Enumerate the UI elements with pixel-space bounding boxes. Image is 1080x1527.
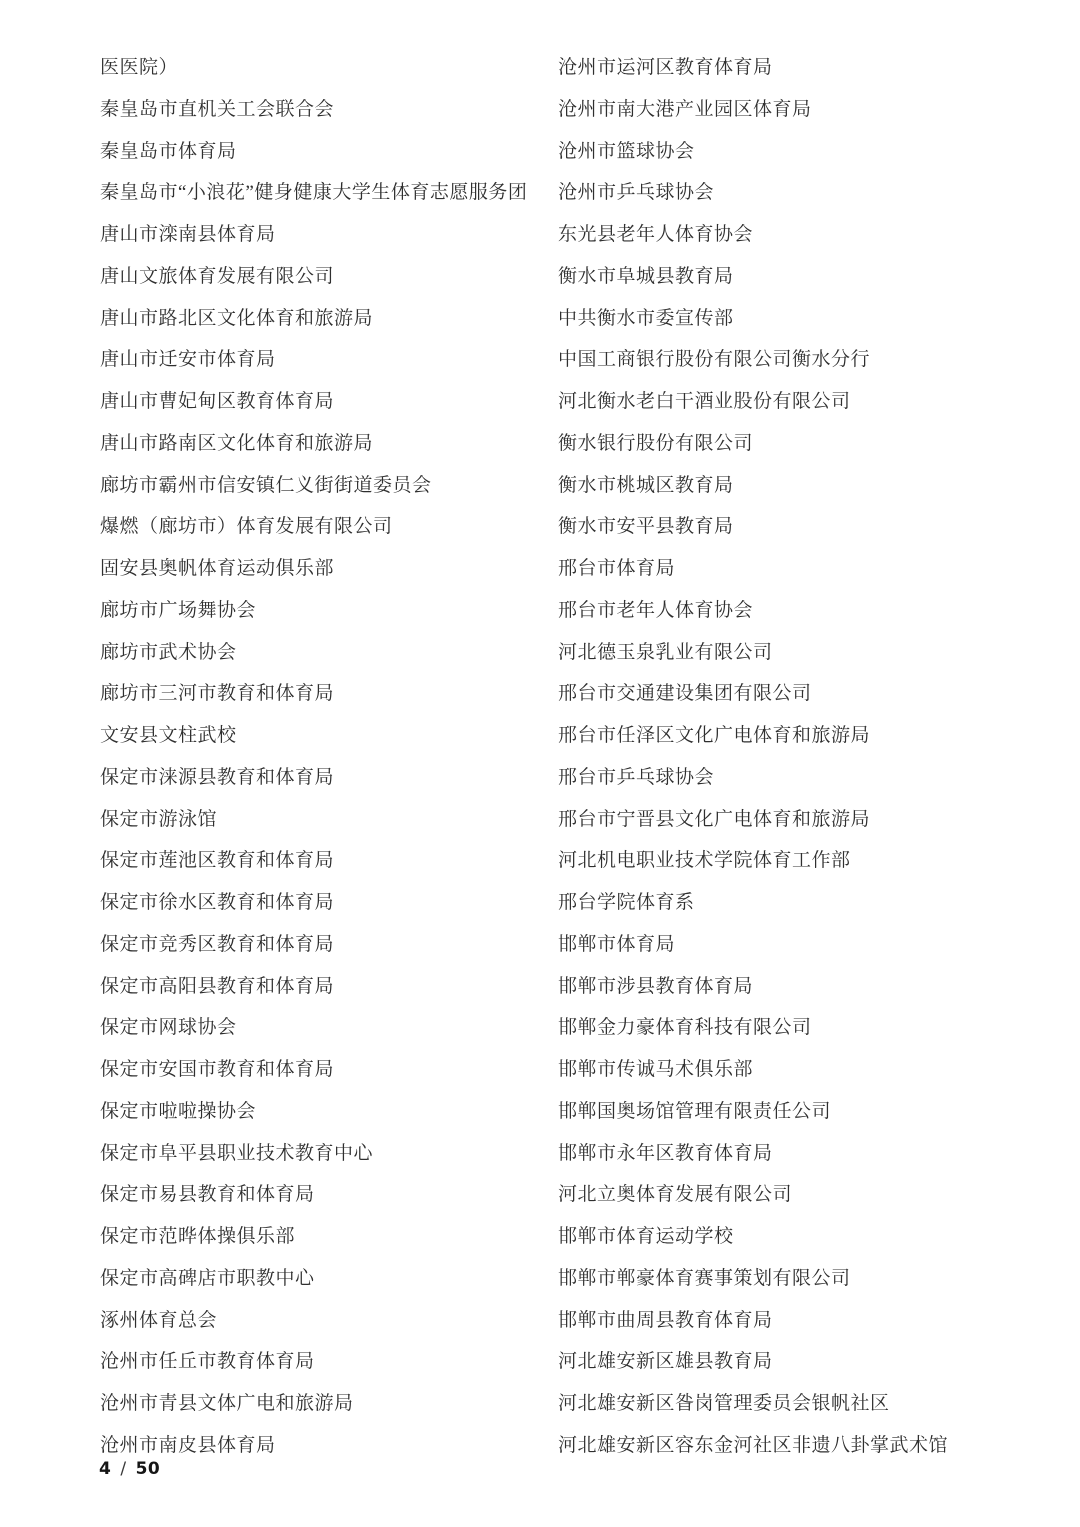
list-item: [558, 515, 1038, 557]
organization-name: 保定市游泳馆: [100, 808, 218, 830]
list-item: [558, 181, 1038, 223]
list-item: [100, 98, 558, 140]
list-item: [100, 599, 558, 641]
list-item: [100, 1100, 558, 1142]
list-item: [558, 265, 1038, 307]
organization-name: 唐山市迁安市体育局: [100, 349, 276, 371]
org-list-column-left: [100, 56, 558, 1476]
organization-name: 河北机电职业技术学院体育工作部: [558, 850, 851, 872]
organization-name: 邢台学院体育系: [558, 892, 695, 913]
organization-name: 秦皇岛市体育局: [100, 140, 237, 162]
organization-name: 沧州市青县文体广电和旅游局: [100, 1393, 354, 1414]
page-indicator: [99, 1459, 160, 1479]
list-item: [558, 140, 1038, 182]
organization-name: 河北衡水老白干酒业股份有限公司: [558, 391, 851, 412]
list-item: [558, 1267, 1038, 1309]
list-item: [100, 140, 558, 182]
organization-name: 沧州市南皮县体育局: [100, 1434, 276, 1456]
organization-name: 邯郸市永年区教育体育局: [558, 1142, 773, 1164]
organization-name: 保定市高阳县教育和体育局: [100, 975, 335, 997]
organization-name: 廊坊市三河市教育和体育局: [100, 683, 335, 705]
list-item: [100, 474, 558, 516]
list-item: [100, 849, 558, 891]
list-item: [558, 1183, 1038, 1225]
list-item: [558, 599, 1038, 641]
organization-name: 河北雄安新区雄县教育局: [558, 1351, 773, 1373]
organization-name: 沧州市任丘市教育体育局: [100, 1351, 315, 1373]
list-item: [558, 682, 1038, 724]
list-item: [100, 682, 558, 724]
list-item: [100, 348, 558, 390]
list-item: [558, 1142, 1038, 1184]
organization-name: 保定市网球协会: [100, 1017, 237, 1039]
list-item: [558, 474, 1038, 516]
list-item: [100, 1350, 558, 1392]
organization-name: 衡水市桃城区教育局: [558, 474, 734, 496]
list-item: [100, 56, 558, 98]
organization-name: 邯郸市郸豪体育赛事策划有限公司: [558, 1267, 851, 1289]
organization-name: 保定市易县教育和体育局: [100, 1184, 315, 1206]
organization-name: 廊坊市武术协会: [100, 641, 237, 663]
organization-list: [100, 56, 1038, 1476]
organization-name: 河北德玉泉乳业有限公司: [558, 641, 773, 663]
list-item: [558, 307, 1038, 349]
organization-name: 邯郸金力豪体育科技有限公司: [558, 1017, 812, 1039]
list-item: [100, 975, 558, 1017]
organization-name: 邢台市宁晋县文化广电体育和旅游局: [558, 808, 871, 830]
total-page-count: 50: [135, 1459, 161, 1479]
organization-name: 邢台市任泽区文化广电体育和旅游局: [558, 725, 871, 746]
organization-name: 文安县文柱武校: [100, 725, 237, 746]
organization-name: 邢台市老年人体育协会: [558, 599, 754, 621]
list-item: [558, 1225, 1038, 1267]
organization-name: 唐山文旅体育发展有限公司: [100, 265, 335, 287]
organization-name: 邯郸市涉县教育体育局: [558, 975, 754, 997]
list-item: [100, 891, 558, 933]
list-item: [558, 766, 1038, 808]
list-item: [558, 975, 1038, 1017]
organization-name: 东光县老年人体育协会: [558, 224, 754, 245]
organization-name: 保定市阜平县职业技术教育中心: [100, 1142, 374, 1164]
org-list-column-right: [558, 56, 1038, 1476]
list-item: [558, 1058, 1038, 1100]
list-item: [558, 1434, 1038, 1476]
list-item: [100, 515, 558, 557]
list-item: [558, 56, 1038, 98]
organization-name: 邯郸市体育运动学校: [558, 1226, 734, 1247]
organization-name: 保定市范晔体操俱乐部: [100, 1226, 296, 1247]
organization-name: 固安县奥帆体育运动俱乐部: [100, 558, 335, 579]
list-item: [558, 1100, 1038, 1142]
organization-name: 保定市涞源县教育和体育局: [100, 766, 335, 788]
list-item: [100, 1309, 558, 1351]
organization-name: 邢台市交通建设集团有限公司: [558, 683, 812, 705]
organization-name: 唐山市曹妃甸区教育体育局: [100, 391, 335, 412]
list-item: [100, 265, 558, 307]
organization-name: 医医院）: [100, 57, 179, 78]
organization-name: 邢台市体育局: [558, 558, 676, 579]
list-item: [100, 1392, 558, 1434]
organization-name: 中共衡水市委宣传部: [558, 307, 734, 329]
list-item: [558, 348, 1038, 390]
list-item: [100, 557, 558, 599]
list-item: [558, 223, 1038, 265]
organization-name: 廊坊市霸州市信安镇仁义街街道委员会: [100, 474, 432, 496]
organization-name: 邢台市乒乓球协会: [558, 766, 715, 788]
organization-name: 保定市莲池区教育和体育局: [100, 850, 335, 872]
organization-name: 保定市高碑店市职教中心: [100, 1267, 315, 1289]
organization-name: 邯郸市传诚马术俱乐部: [558, 1059, 754, 1080]
organization-name: 邯郸市体育局: [558, 933, 676, 955]
list-item: [100, 641, 558, 683]
list-item: [558, 390, 1038, 432]
organization-name: 河北雄安新区容东金河社区非遗八卦掌武术馆: [558, 1434, 949, 1456]
list-item: [100, 1183, 558, 1225]
organization-name: 中国工商银行股份有限公司衡水分行: [558, 349, 871, 371]
list-item: [558, 557, 1038, 599]
organization-name: 沧州市南大港产业园区体育局: [558, 98, 812, 120]
organization-name: 河北雄安新区昝岗管理委员会银帆社区: [558, 1393, 890, 1414]
organization-name: 涿州体育总会: [100, 1309, 218, 1331]
list-item: [558, 1309, 1038, 1351]
list-item: [100, 1267, 558, 1309]
organization-name: 沧州市篮球协会: [558, 140, 695, 162]
organization-name: 沧州市乒乓球协会: [558, 182, 715, 204]
organization-name: 衡水市安平县教育局: [558, 516, 734, 538]
organization-name: 唐山市路北区文化体育和旅游局: [100, 307, 374, 329]
organization-name: 廊坊市广场舞协会: [100, 599, 257, 621]
organization-name: 河北立奥体育发展有限公司: [558, 1184, 793, 1206]
list-item: [100, 223, 558, 265]
list-item: [100, 724, 558, 766]
organization-name: 衡水银行股份有限公司: [558, 432, 754, 454]
list-item: [100, 808, 558, 850]
list-item: [558, 1350, 1038, 1392]
list-item: [558, 933, 1038, 975]
list-item: [100, 390, 558, 432]
list-item: [100, 766, 558, 808]
list-item: [100, 1058, 558, 1100]
list-item: [100, 933, 558, 975]
current-page-number: 4: [99, 1459, 112, 1479]
list-item: [100, 307, 558, 349]
organization-name: 衡水市阜城县教育局: [558, 265, 734, 287]
list-item: [100, 1016, 558, 1058]
organization-name: 保定市徐水区教育和体育局: [100, 892, 335, 913]
organization-name: 沧州市运河区教育体育局: [558, 57, 773, 78]
organization-name: 保定市啦啦操协会: [100, 1100, 257, 1122]
list-item: [558, 724, 1038, 766]
list-item: [558, 98, 1038, 140]
organization-name: 邯郸国奥场馆管理有限责任公司: [558, 1100, 832, 1122]
organization-name: 唐山市滦南县体育局: [100, 224, 276, 245]
organization-name: 保定市安国市教育和体育局: [100, 1059, 335, 1080]
list-item: [100, 1142, 558, 1184]
organization-name: 邯郸市曲周县教育体育局: [558, 1309, 773, 1331]
list-item: [100, 1225, 558, 1267]
organization-name: 秦皇岛市“小浪花”健身健康大学生体育志愿服务团: [100, 182, 528, 204]
organization-name: 秦皇岛市直机关工会联合会: [100, 98, 335, 120]
organization-name: 爆燃（廊坊市）体育发展有限公司: [100, 516, 393, 538]
organization-name: 唐山市路南区文化体育和旅游局: [100, 432, 374, 454]
list-item: [558, 849, 1038, 891]
list-item: [558, 808, 1038, 850]
list-item: [558, 432, 1038, 474]
list-item: [558, 891, 1038, 933]
list-item: [558, 1392, 1038, 1434]
list-item: [100, 432, 558, 474]
list-item: [100, 181, 558, 223]
page-separator: /: [120, 1459, 127, 1479]
list-item: [100, 1434, 558, 1476]
organization-name: 保定市竞秀区教育和体育局: [100, 933, 335, 955]
list-item: [558, 1016, 1038, 1058]
list-item: [558, 641, 1038, 683]
